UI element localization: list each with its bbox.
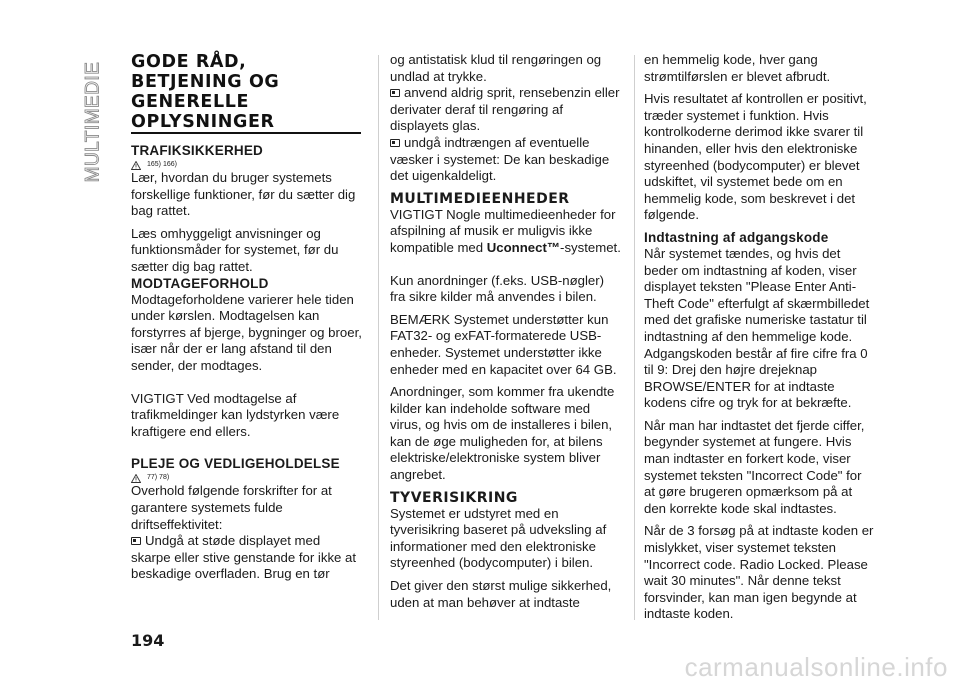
warning-triangle-icon: [131, 474, 141, 483]
section-side-label: MULTIMEDIE: [82, 61, 104, 183]
paragraph: Systemet er udstyret med en tyverisikring baseret på udveksling af informationer med den elektroniske styreenhed (bodycomputer) i bilen.: [390, 505, 607, 571]
paragraph: VIGTIGT Nogle multimedieenheder for afspilning af musik er muligvis ikke kompatible med Uconnect™-systemet.: [390, 206, 621, 255]
paragraph: Kun anordninger (f.eks. USB-nøgler) fra sikre kilder må anvendes i bilen.: [390, 272, 605, 305]
heading-trafiksikkerhed: TRAFIKSIKKERHED: [131, 143, 264, 158]
column-3: [644, 52, 876, 623]
bullet-item: anvend aldrig sprit, rensebenzin eller derivater deraf til rengøring af displayets glas.: [390, 85, 620, 134]
warning-reference: 165) 166): [131, 160, 363, 170]
paragraph: Hvis resultatet af kontrollen er positivt, træder systemet i funktion. Hvis kontrolkoderne derimod ikke svarer til hinanden, eller hvis den elektroniske styreenhed (bodycomputer) er blevet udskiftet, vil systemet bede om en hemmelig kode, som beskrevet i det følgende.: [644, 91, 867, 223]
paragraph: Anordninger, som kommer fra ukendte kilder kan indeholde software med virus, og hvis om de installeres i bilen, kan de øge muligheden for, at bilens elektriske/elektroniske system bliver angrebet.: [390, 384, 615, 483]
warning-reference: 77) 78): [131, 473, 363, 483]
warning-triangle-icon: [131, 161, 141, 170]
column-divider: [634, 55, 635, 620]
paragraph: en hemmelig kode, hver gang strømtilførslen er blevet afbrudt.: [644, 52, 831, 84]
heading-multimedieenheder: MULTIMEDIEENHEDER: [390, 190, 570, 207]
watermark: carmanualsonline.info: [684, 652, 948, 682]
heading-adgangskode: Indtastning af adgangskode: [644, 229, 829, 245]
main-title: GODE RÅD, BETJENING OG GENERELLE OPLYSNINGER: [131, 52, 280, 132]
paragraph: Overhold følgende forskrifter for at garantere systemets fulde driftseffektivitet:: [131, 483, 332, 532]
bullet-icon: [390, 139, 400, 147]
bullet-icon: [131, 537, 141, 545]
paragraph: Når man har indtastet det fjerde ciffer, begynder systemet at fungere. Hvis man indtaster en forkert kode, viser systemet teksten "Incorrect Code" for at gøre brugeren opmærksom på at den korrekte kode skal indtastes.: [644, 417, 865, 516]
paragraph: Når systemet tændes, og hvis det beder om indtastning af koden, viser displayet teksten "Please Enter Anti-Theft Code" efterfulgt af skærmbilledet med det grafiske numeriske tastatur til indtastning af den hemmelige kode. Adgangskoden består af fire cifre fra 0 til 9: Drej den højre drejeknap BROWSE/ENTER for at indtaste kodens cifre og tryk for at bekræfte.: [644, 245, 870, 411]
column-2: [390, 52, 622, 611]
column-divider: [378, 55, 379, 620]
paragraph: Modtageforholdene varierer hele tiden under kørslen. Modtagelsen kan forstyrres af bjerge, bygninger og broer, især når der er lang afstand til den sender, der modtages.: [131, 291, 362, 373]
heading-pleje: PLEJE OG VEDLIGEHOLDELSE: [131, 456, 340, 472]
paragraph: Når de 3 forsøg på at indtaste koden er mislykket, viser systemet teksten "Incorrect code. Radio Locked. Please wait 30 minutes". Når denne tekst forsvinder, kan man igen begynde at indtaste koden.: [644, 523, 874, 622]
paragraph: Det giver den størst mulige sikkerhed, uden at man behøver at indtaste: [390, 578, 612, 610]
bullet-item: Undgå at støde displayet med skarpe eller stive genstande for ikke at beskadige overfladen. Brug en tør: [131, 533, 357, 582]
bullet-item: undgå indtrængen af eventuelle væsker i systemet: De kan beskadige det uigenkaldeligt.: [390, 134, 610, 184]
paragraph: og antistatisk klud til rengøringen og undlad at trykke.: [390, 52, 602, 84]
bullet-icon: [390, 89, 400, 97]
paragraph: Lær, hvordan du bruger systemets forskellige funktioner, før du sætter dig bag rattet.: [131, 170, 356, 219]
paragraph: BEMÆRK Systemet understøtter kun FAT32- og exFAT-formaterede USB-enheder. Systemet understøtter ikke enheder med en kapacitet over 64 GB.: [390, 311, 617, 377]
paragraph: VIGTIGT Ved modtagelse af trafikmeldinger kan lydstyrken være kraftigere end ellers.: [131, 390, 340, 439]
heading-modtageforhold: MODTAGEFORHOLD: [131, 275, 269, 291]
title-underline: [131, 132, 361, 134]
page-number: 194: [131, 631, 165, 650]
paragraph: Læs omhyggeligt anvisninger og funktionsmåder for systemet, før du sætter dig bag rattet.: [131, 225, 339, 274]
heading-tyverisikring: TYVERISIKRING: [390, 489, 518, 506]
